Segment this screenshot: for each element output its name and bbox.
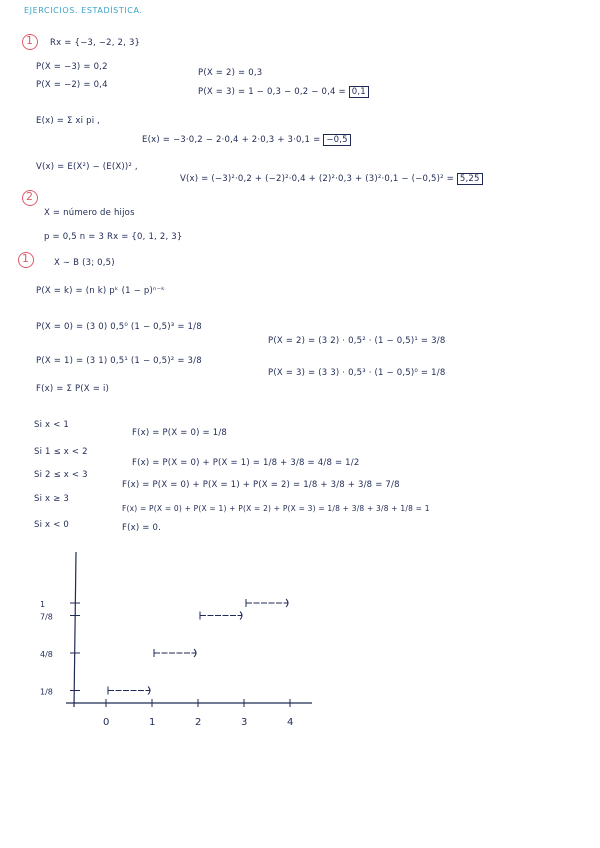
x-tick-label: 3 — [241, 717, 248, 728]
cdf-case-condition: Si 2 ≤ x < 3 — [34, 470, 88, 480]
parameters: p = 0,5 n = 3 Rx = {0, 1, 2, 3} — [44, 232, 183, 242]
y-tick-label: 1 — [40, 600, 46, 609]
y-tick-label: 1/8 — [40, 687, 53, 697]
exercise-number: 2 — [26, 190, 34, 203]
x-tick-label: 1 — [149, 717, 156, 728]
prob-line: P(X = 2) = 0,3 — [198, 68, 263, 78]
prob-line: P(X = −3) = 0,2 — [36, 62, 108, 72]
y-tick-label: 7/8 — [40, 612, 53, 622]
cdf-case-condition: Si 1 ≤ x < 2 — [34, 447, 88, 457]
x-tick-label: 2 — [195, 717, 202, 728]
pmf-value: P(X = 3) = (3 3) · 0,5³ · (1 − 0,5)⁰ = 1/8 — [268, 368, 446, 378]
pmf-formula: P(X = k) = (n k) pᵏ (1 − p)ⁿ⁻ᵏ — [36, 286, 166, 296]
prob-line: P(X = −2) = 0,4 — [36, 80, 108, 90]
cdf-definition: F(x) = Σ P(X = i) — [36, 384, 110, 394]
pmf-value: P(X = 0) = (3 0) 0,5⁰ (1 − 0,5)³ = 1/8 — [36, 322, 202, 332]
x-tick-label: 0 — [103, 717, 110, 728]
cdf-case-condition: Si x < 0 — [34, 520, 70, 530]
pmf-value: P(X = 2) = (3 2) · 0,5² · (1 − 0,5)¹ = 3/8 — [268, 336, 446, 346]
range-rx: Rx = {−3, −2, 2, 3} — [50, 38, 141, 48]
cdf-case-condition: Si x ≥ 3 — [34, 494, 70, 504]
graph-axes — [66, 552, 312, 707]
cdf-case-expression: F(x) = P(X = 0) + P(X = 1) = 1/8 + 3/8 = 4/8 = 1/2 — [132, 458, 360, 468]
part-number: 1 — [22, 252, 30, 265]
boxed-answer: 5,25 — [457, 173, 483, 185]
boxed-answer: −0,5 — [323, 134, 350, 146]
pmf-value: P(X = 1) = (3 1) 0,5¹ (1 − 0,5)² = 3/8 — [36, 356, 202, 366]
cdf-case-condition: Si x < 1 — [34, 420, 70, 430]
variance-expression: V(x) = (−3)²·0,2 + (−2)²·0,4 + (2)²·0,3 + (3)²·0,1 − (−0,5)² = — [180, 174, 454, 184]
cdf-case-expression: F(x) = 0. — [122, 523, 161, 533]
y-axis — [74, 552, 76, 707]
cdf-case-expression: F(x) = P(X = 0) + P(X = 1) + P(X = 2) = 1/8 + 3/8 + 3/8 = 7/8 — [122, 480, 400, 490]
x-tick-label: 4 — [287, 717, 294, 728]
graph-labels — [40, 600, 293, 728]
y-tick-label: 4/8 — [40, 650, 53, 659]
page-title: EJERCICIOS. ESTADÍSTICA. — [24, 6, 143, 15]
cdf-case-expression: F(x) = P(X = 0) = 1/8 — [132, 428, 227, 438]
graph-steps — [108, 599, 288, 695]
exercise-number: 1 — [26, 34, 34, 47]
variable-definition: X = número de hijos — [44, 208, 135, 218]
boxed-answer: 0,1 — [349, 86, 369, 98]
expectation-expression: E(x) = −3·0,2 − 2·0,4 + 2·0,3 + 3·0,1 = — [142, 135, 321, 145]
variance-definition: V(x) = E(X²) − (E(X))² , — [36, 162, 138, 172]
prob-calc: P(X = 3) = 1 − 0,3 − 0,2 − 0,4 = — [198, 87, 346, 97]
cdf-case-expression: F(x) = P(X = 0) + P(X = 1) + P(X = 2) + P(X = 3) = 1/8 + 3/8 + 3/8 + 1/8 = 1 — [122, 504, 430, 513]
expectation-definition: E(x) = Σ xi pi , — [36, 116, 101, 126]
distribution: X ∼ B (3; 0,5) — [54, 258, 115, 268]
